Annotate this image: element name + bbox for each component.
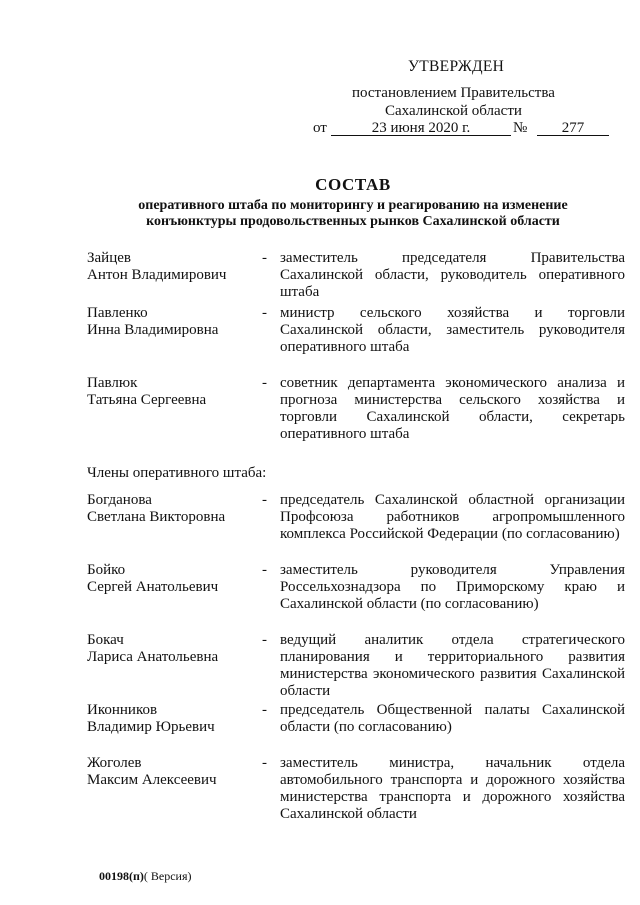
- person-name: [87, 562, 257, 596]
- person-surname: Жоголев: [87, 755, 142, 771]
- person-position: министр сельского хозяйства и торговли Сахалинской области, заместитель руководителя оперативного штаба: [280, 305, 625, 355]
- person-given-name: Инна Владимировна: [87, 322, 219, 338]
- person-surname: Иконников: [87, 702, 158, 718]
- person-surname: Бокач: [87, 632, 124, 648]
- person-given-name: Светлана Викторовна: [87, 509, 226, 525]
- dash-separator: -: [262, 632, 267, 648]
- person-name: [87, 250, 257, 284]
- person-surname: Зайцев: [87, 250, 131, 266]
- document-title: СОСТАВ: [315, 175, 391, 194]
- person-position: заместитель руководителя Управления Россельхознадзора по Приморскому краю и Сахалинской области (по согласованию): [280, 562, 625, 612]
- person-given-name: Татьяна Сергеевна: [87, 392, 207, 408]
- dash-separator: -: [262, 702, 267, 718]
- person-given-name: Владимир Юрьевич: [87, 719, 215, 735]
- person-name: [87, 702, 257, 736]
- person-given-name: Сергей Анатольевич: [87, 579, 219, 595]
- person-position: заместитель председателя Правительства Сахалинской области, руководитель оперативного штаба: [280, 250, 625, 300]
- person-surname: Павлюк: [87, 375, 138, 391]
- dash-separator: -: [262, 755, 267, 771]
- person-given-name: Максим Алексеевич: [87, 772, 217, 788]
- person-name: [87, 492, 257, 526]
- dash-separator: -: [262, 250, 267, 266]
- person-surname: Павленко: [87, 305, 148, 321]
- dash-separator: -: [262, 492, 267, 508]
- members-label: Члены оперативного штаба:: [87, 465, 267, 481]
- document-code: 00198(п): [99, 869, 144, 883]
- approval-line-1: постановлением Правительства: [352, 85, 555, 101]
- person-given-name: Лариса Анатольевна: [87, 649, 219, 665]
- approval-date: 23 июня 2020 г.: [331, 120, 511, 136]
- document-footer: [99, 868, 192, 885]
- person-name: [87, 755, 257, 789]
- approval-title: УТВЕРЖДЕН: [408, 58, 505, 75]
- dash-separator: -: [262, 305, 267, 321]
- approval-line-2: Сахалинской области: [385, 103, 522, 119]
- approval-number: 277: [537, 120, 609, 136]
- person-name: [87, 632, 257, 666]
- person-position: председатель Сахалинской областной организации Профсоюза работников агропромышленного комплекса Российской Федерации (по согласованию): [280, 492, 625, 542]
- person-position: советник департамента экономического анализа и прогноза министерства сельского хозяйства и торговли Сахалинской области, секретарь оперативного штаба: [280, 375, 625, 442]
- dash-separator: -: [262, 375, 267, 391]
- from-label: от: [313, 120, 327, 136]
- person-position: ведущий аналитик отдела стратегического планирования и территориального развития министерства экономического развития Сахалинской области: [280, 632, 625, 699]
- document-subtitle-line-1: оперативного штаба по мониторингу и реагированию на изменение: [138, 198, 568, 213]
- person-surname: Бойко: [87, 562, 126, 578]
- dash-separator: -: [262, 562, 267, 578]
- person-surname: Богданова: [87, 492, 152, 508]
- number-label: №: [513, 120, 528, 136]
- version-label: ( Версия): [143, 869, 192, 883]
- approval-date-row: [313, 120, 613, 138]
- document-subtitle-line-2: конъюнктуры продовольственных рынков Сахалинской области: [146, 214, 560, 229]
- person-name: [87, 305, 257, 339]
- person-given-name: Антон Владимирович: [87, 267, 227, 283]
- person-position: председатель Общественной палаты Сахалинской области (по согласованию): [280, 702, 625, 735]
- person-position: заместитель министра, начальник отдела автомобильного транспорта и дорожного хозяйства министерства транспорта и дорожного хозяйства Сахалинской области: [280, 755, 625, 822]
- person-name: [87, 375, 257, 409]
